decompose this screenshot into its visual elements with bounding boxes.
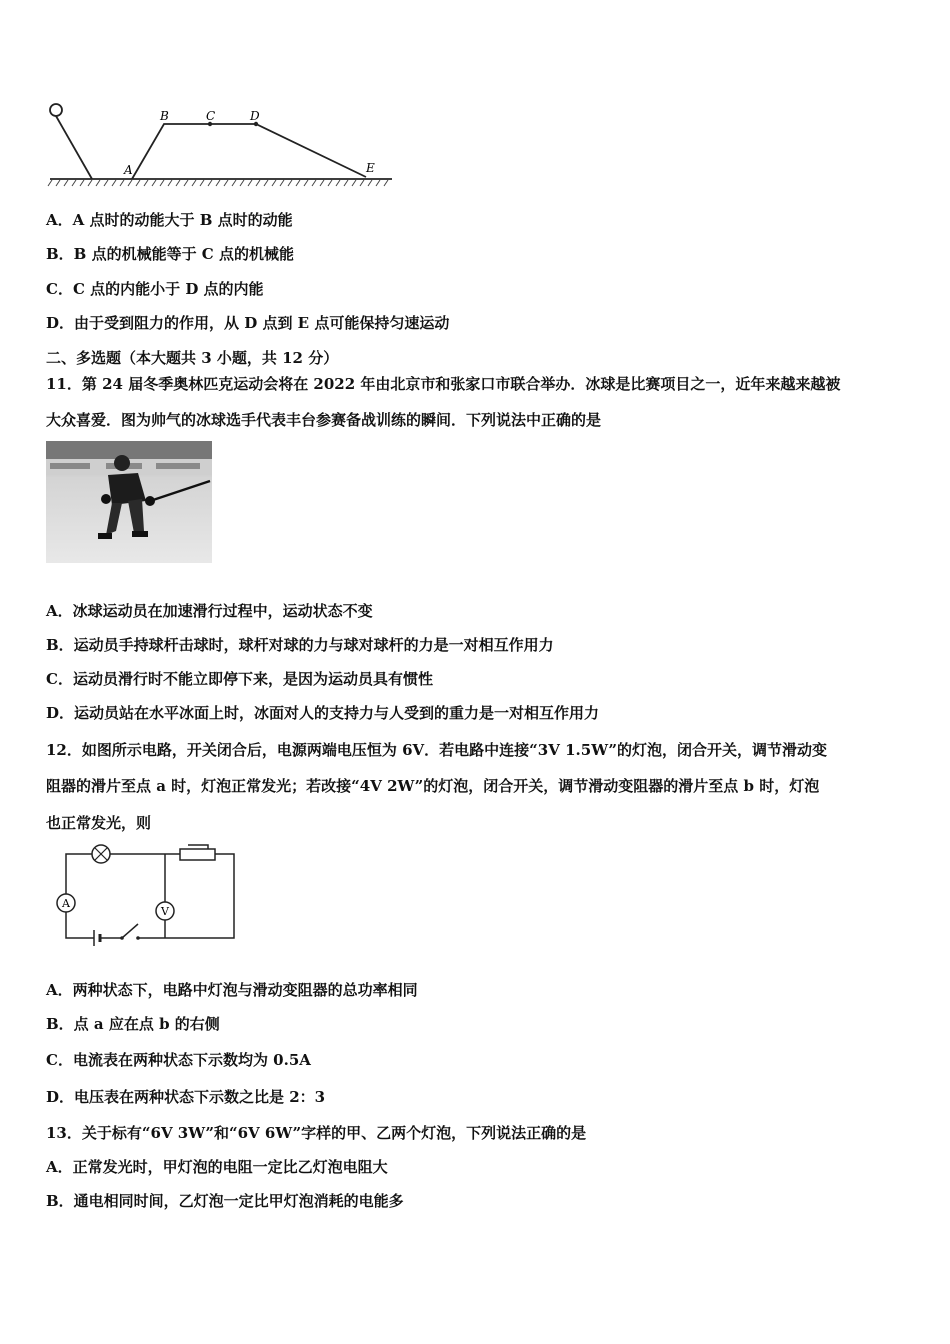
label-b: B [160, 109, 169, 123]
q12-stem-line3: 也正常发光，则 [46, 814, 152, 832]
q10-option-d: D．由于受到阻力的作用，从 D 点到 E 点可能保持匀速运动 [46, 314, 450, 332]
q10-option-c: C．C 点的内能小于 D 点的内能 [46, 280, 264, 298]
q11-stem-line2: 大众喜爱．图为帅气的冰球选手代表丰台参赛备战训练的瞬间．下列说法中正确的是 [46, 411, 602, 429]
ammeter-label: A [62, 897, 70, 910]
label-d: D [250, 109, 260, 123]
track-path [132, 124, 366, 179]
q10-option-b: B．B 点的机械能等于 C 点的机械能 [46, 245, 294, 263]
label-e: E [366, 161, 375, 175]
q12-option-d: D．电压表在两种状态下示数之比是 2：3 [46, 1088, 326, 1106]
track-figure [40, 96, 400, 188]
q12-stem-line2: 阻器的滑片至点 a 时，灯泡正常发光；若改接“4V 2W”的灯泡，闭合开关，调节滑动变阻器的滑片至点 b 时，灯泡 [46, 777, 820, 795]
circuit-diagram [50, 844, 240, 946]
section-heading: 二、多选题（本大题共 3 小题，共 12 分） [46, 349, 339, 367]
q12-stem-line1: 12．如图所示电路，开关闭合后，电源两端电压恒为 6V．若电路中连接“3V 1.5W”的灯泡，闭合开关，调节滑动变 [46, 741, 827, 759]
q11-option-b: B．运动员手持球杆击球时，球杆对球的力与球对球杆的力是一对相互作用力 [46, 636, 554, 654]
q12-option-a: A．两种状态下，电路中灯泡与滑动变阻器的总功率相同 [46, 981, 418, 999]
label-c: C [206, 109, 216, 123]
q13-option-b: B．通电相同时间，乙灯泡一定比甲灯泡消耗的电能多 [46, 1192, 404, 1210]
voltmeter-label: V [161, 905, 169, 918]
hockey-photo [46, 441, 212, 563]
q11-option-a: A．冰球运动员在加速滑行过程中，运动状态不变 [46, 602, 373, 620]
q12-option-b: B．点 a 应在点 b 的右侧 [46, 1015, 220, 1033]
label-a: A [124, 163, 133, 177]
q11-option-d: D．运动员站在水平冰面上时，冰面对人的支持力与人受到的重力是一对相互作用力 [46, 704, 600, 722]
ball [50, 104, 62, 116]
q13-stem: 13．关于标有“6V 3W”和“6V 6W”字样的甲、乙两个灯泡，下列说法正确的是 [46, 1124, 587, 1142]
q11-option-c: C．运动员滑行时不能立即停下来，是因为运动员具有惯性 [46, 670, 433, 688]
q11-stem-line1: 11．第 24 届冬季奥林匹克运动会将在 2022 年由北京市和张家口市联合举办．冰球是比赛项目之一，近年来越来越被 [46, 375, 841, 393]
q13-option-a: A．正常发光时，甲灯泡的电阻一定比乙灯泡电阻大 [46, 1158, 388, 1176]
q10-option-a: A．A 点时的动能大于 B 点时的动能 [46, 211, 293, 229]
ground-hatching [48, 180, 388, 186]
q12-option-c: C．电流表在两种状态下示数均为 0.5A [46, 1051, 311, 1069]
incline-left [56, 116, 92, 179]
